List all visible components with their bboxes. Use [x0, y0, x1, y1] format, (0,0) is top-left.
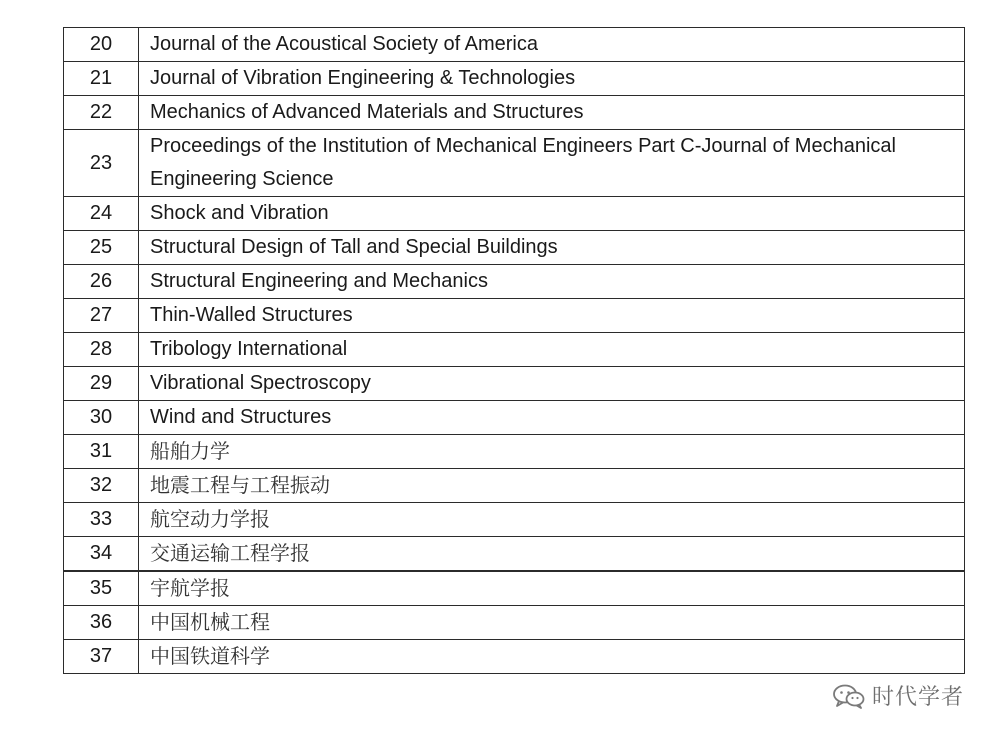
- table-row: [64, 640, 965, 674]
- row-number: 24: [64, 197, 139, 231]
- row-number: 30: [64, 401, 139, 435]
- wechat-icon: [832, 683, 866, 709]
- table-row: [64, 401, 965, 435]
- row-number: 25: [64, 231, 139, 265]
- row-number: 27: [64, 299, 139, 333]
- journal-name: 地震工程与工程振动: [139, 469, 965, 503]
- table-row: [64, 571, 965, 606]
- table-row: [64, 265, 965, 299]
- journal-name: 宇航学报: [139, 571, 965, 606]
- row-number: 22: [64, 96, 139, 130]
- row-number: 34: [64, 537, 139, 572]
- row-number: 37: [64, 640, 139, 674]
- journal-name: 交通运输工程学报: [139, 537, 965, 572]
- row-number: 20: [64, 28, 139, 62]
- table-row: [64, 606, 965, 640]
- journal-table: [63, 27, 965, 674]
- table-row: [64, 537, 965, 572]
- journal-name: Journal of the Acoustical Society of America: [139, 28, 965, 62]
- journal-name: Wind and Structures: [139, 401, 965, 435]
- row-number: 23: [64, 130, 139, 197]
- row-number: 26: [64, 265, 139, 299]
- row-number: 21: [64, 62, 139, 96]
- journal-name: Structural Engineering and Mechanics: [139, 265, 965, 299]
- journal-name: 中国机械工程: [139, 606, 965, 640]
- row-number: 28: [64, 333, 139, 367]
- journal-name: Thin-Walled Structures: [139, 299, 965, 333]
- journal-name: 航空动力学报: [139, 503, 965, 537]
- table-row: [64, 231, 965, 265]
- journal-name: Journal of Vibration Engineering & Technologies: [139, 62, 965, 96]
- table-row: [64, 333, 965, 367]
- row-number: 31: [64, 435, 139, 469]
- journal-name: Shock and Vibration: [139, 197, 965, 231]
- table-row: [64, 197, 965, 231]
- watermark-text: 时代学者: [871, 685, 964, 710]
- journal-name: Mechanics of Advanced Materials and Structures: [139, 96, 965, 130]
- journal-name: 中国铁道科学: [139, 640, 965, 674]
- row-number: 35: [64, 571, 139, 606]
- table-row: [64, 130, 965, 197]
- row-number: 33: [64, 503, 139, 537]
- journal-name: Structural Design of Tall and Special Buildings: [139, 231, 965, 265]
- journal-name: Proceedings of the Institution of Mechanical Engineers Part C-Journal of Mechanical Engineering Science: [139, 130, 965, 197]
- table-row: [64, 503, 965, 537]
- watermark: [832, 680, 964, 711]
- row-number: 29: [64, 367, 139, 401]
- journal-table-body: [64, 28, 965, 674]
- row-number: 36: [64, 606, 139, 640]
- journal-name: Tribology International: [139, 333, 965, 367]
- table-row: [64, 469, 965, 503]
- table-row: [64, 299, 965, 333]
- journal-name: Vibrational Spectroscopy: [139, 367, 965, 401]
- table-row: [64, 96, 965, 130]
- table-row: [64, 367, 965, 401]
- row-number: 32: [64, 469, 139, 503]
- journal-name: 船舶力学: [139, 435, 965, 469]
- table-row: [64, 28, 965, 62]
- table-row: [64, 62, 965, 96]
- table-row: [64, 435, 965, 469]
